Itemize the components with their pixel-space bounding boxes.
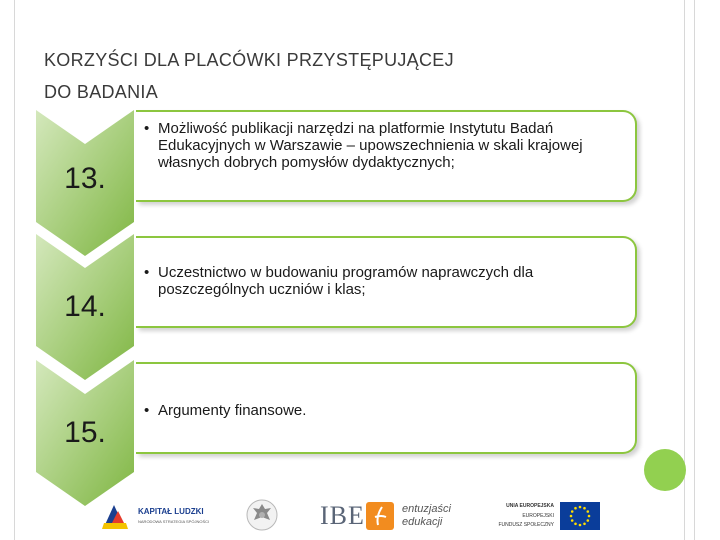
logo-entuzjasci-edukacji [366, 499, 466, 533]
kapital-ludzki-icon [100, 501, 130, 531]
kapital-ludzki-title: KAPITAŁ LUDZKI [138, 507, 204, 516]
slide-title-line-2: DO BADANIA [44, 82, 159, 102]
slide-title [44, 44, 644, 108]
eu-flag-icon [560, 502, 600, 530]
item-text-14: Uczestnictwo w budowaniu programów naprawczych dla poszczególnych uczniów i klas; [158, 264, 534, 298]
entuzjasci-badge-icon [366, 502, 394, 530]
border-line-right-1 [684, 0, 685, 540]
item-bullet-14 [144, 264, 629, 298]
slide-title-line-1: KORZYŚCI DLA PLACÓWKI PRZYSTĘPUJĄCEJ [44, 50, 454, 70]
chevron-15 [36, 360, 134, 506]
kapital-ludzki-subtitle: NARODOWA STRATEGIA SPÓJNOŚCI [138, 519, 210, 524]
item-number-14: 14. [64, 290, 106, 323]
bullet-dot: • [144, 402, 150, 419]
logo-kapital-ludzki [100, 501, 220, 531]
ue-text-line-1: UNIA EUROPEJSKA [506, 503, 554, 509]
entuzjasci-line-2: edukacji [402, 516, 443, 528]
footer-logos [0, 495, 720, 540]
bullet-dot: • [144, 264, 150, 281]
decorative-green-circle [644, 449, 686, 491]
chevron-14 [36, 234, 134, 380]
item-box-13 [136, 110, 637, 202]
border-line-left [14, 0, 15, 540]
item-box-14 [136, 236, 637, 328]
item-text-13: Możliwość publikacji narzędzi na platformie Instytutu Badań Edukacyjnych w Warszawie – upowszechnienia w skali krajowej własnych dobrych pomysłów dydaktycznych; [158, 120, 583, 171]
logo-ibe: IBE [320, 501, 365, 530]
bullet-dot: • [144, 120, 150, 137]
item-box-15 [136, 362, 637, 454]
item-bullet-13 [144, 120, 629, 171]
item-bullet-15 [144, 402, 629, 419]
ue-text-line-3: FUNDUSZ SPOŁECZNY [498, 522, 554, 528]
item-number-13: 13. [64, 162, 106, 195]
item-number-15: 15. [64, 416, 106, 449]
item-text-15: Argumenty finansowe. [158, 402, 307, 419]
eagle-emblem [246, 498, 278, 532]
ue-text-line-2: EUROPEJSKI [522, 513, 554, 519]
border-line-right-2 [694, 0, 695, 540]
logo-unia-europejska [490, 501, 605, 533]
entuzjasci-line-1: entuzjaści [402, 503, 451, 515]
eagle-emblem-icon [246, 498, 278, 532]
